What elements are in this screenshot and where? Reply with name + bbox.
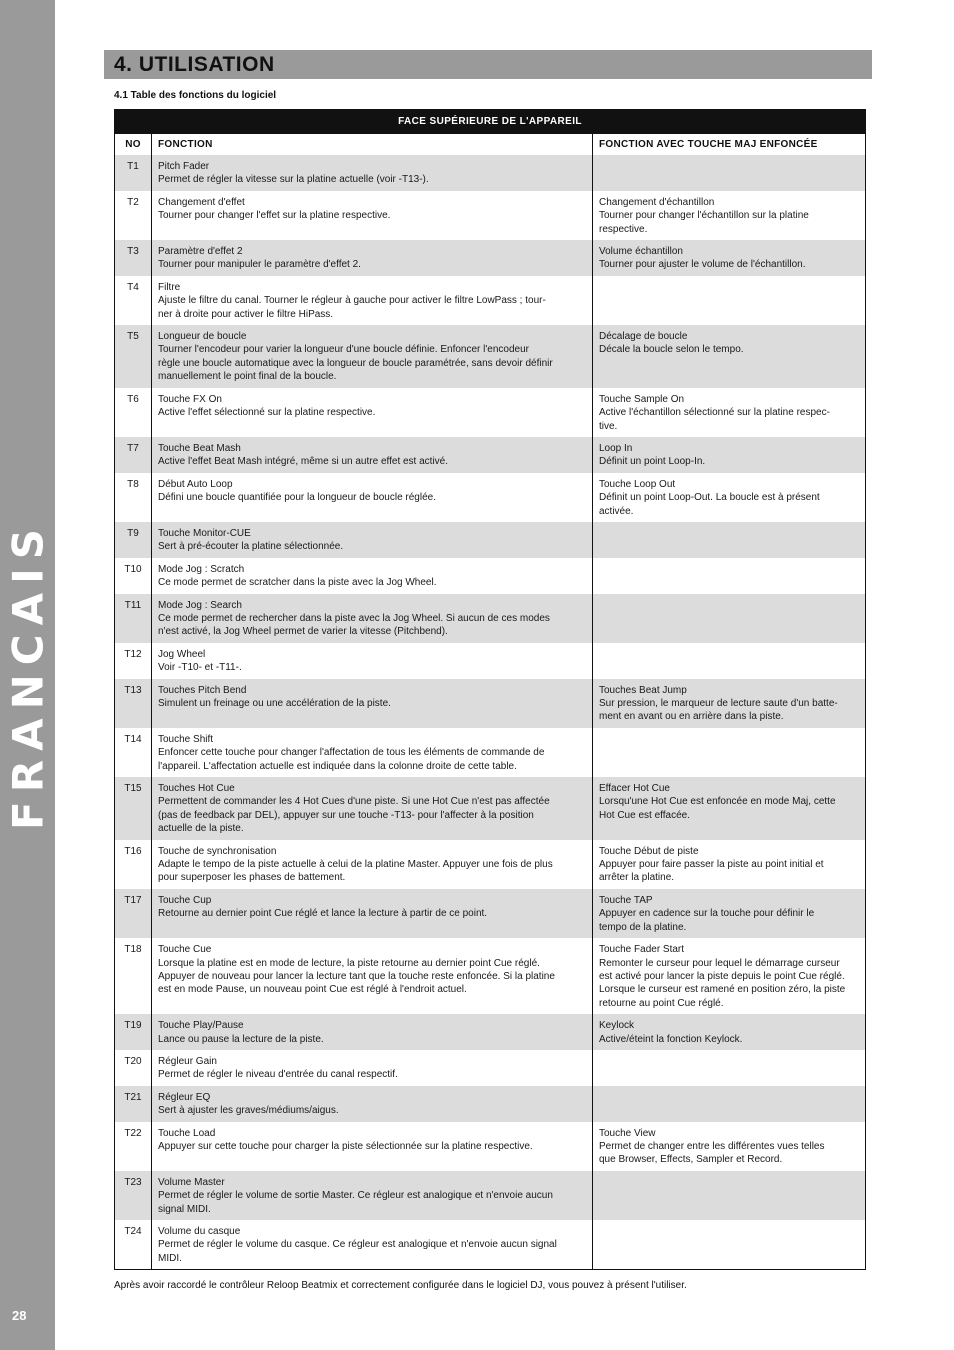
- shift-function-cell: [593, 594, 866, 643]
- table-row: [115, 594, 866, 643]
- table-row: [115, 1220, 866, 1270]
- shift-function-cell: [593, 1122, 866, 1171]
- control-description: actuelle de la piste.: [158, 823, 244, 835]
- row-number: T17: [115, 889, 152, 938]
- function-cell: [152, 728, 593, 777]
- row-number: T1: [115, 155, 152, 191]
- control-description: Permet de changer entre les différentes vues telles: [599, 1140, 825, 1152]
- control-description: que Browser, Effects, Sampler et Record.: [599, 1154, 783, 1166]
- control-description: tive.: [599, 420, 618, 432]
- control-description: Tourner pour manipuler le paramètre d'effet 2.: [158, 259, 361, 271]
- table-title-row: [115, 110, 866, 135]
- control-description: Enfoncer cette touche pour changer l'affectation de tous les éléments de commande de: [158, 747, 545, 759]
- row-number: T13: [115, 679, 152, 728]
- row-number: T8: [115, 473, 152, 522]
- control-description: manuellement le point final de la boucle.: [158, 371, 337, 383]
- control-name: Touche Fader Start: [599, 944, 685, 956]
- control-name: Touche Load: [158, 1127, 216, 1139]
- shift-function-cell: [593, 643, 866, 679]
- control-description: Sert à ajuster les graves/médiums/aigus.: [158, 1105, 339, 1117]
- function-cell: [152, 840, 593, 889]
- control-name: Début Auto Loop: [158, 478, 233, 490]
- control-description: Active l'effet sélectionné sur la platine respective.: [158, 407, 376, 419]
- row-number: T7: [115, 437, 152, 473]
- shift-function-cell: [593, 191, 866, 240]
- control-name: Touches Beat Jump: [599, 684, 687, 696]
- function-cell: [152, 938, 593, 1014]
- language-sidebar: [0, 0, 55, 1350]
- column-header-shift-function: FONCTION AVEC TOUCHE MAJ ENFONCÉE: [593, 134, 866, 155]
- control-description: Tourner pour changer l'échantillon sur la platine: [599, 210, 809, 222]
- shift-function-cell: [593, 777, 866, 840]
- control-description: Lance ou pause la lecture de la piste.: [158, 1033, 324, 1045]
- function-cell: [152, 777, 593, 840]
- control-name: Touches Hot Cue: [158, 783, 235, 795]
- control-description: Voir -T10- et -T11-.: [158, 662, 242, 674]
- control-description: Permet de régler le volume du casque. Ce régleur est analogique et n'envoie aucun signal: [158, 1239, 557, 1251]
- control-description: Permettent de commander les 4 Hot Cues d'une piste. Si une Hot Cue n'est pas affectée: [158, 796, 550, 808]
- function-cell: [152, 325, 593, 388]
- control-description: Retourne au dernier point Cue réglé et lance la lecture à partir de ce point.: [158, 908, 488, 920]
- section-title: 4. UTILISATION: [114, 53, 275, 76]
- row-number: T16: [115, 840, 152, 889]
- control-description: Définit un point Loop-In.: [599, 456, 706, 468]
- table-row: [115, 679, 866, 728]
- control-description: retourne au point Cue réglé.: [599, 997, 724, 1009]
- shift-function-cell: [593, 522, 866, 558]
- control-name: Touche Cup: [158, 894, 212, 906]
- control-description: arrêter la platine.: [599, 872, 675, 884]
- control-name: Loop In: [599, 442, 633, 454]
- table-row: [115, 155, 866, 191]
- shift-function-cell: [593, 1014, 866, 1050]
- row-number: T22: [115, 1122, 152, 1171]
- table-row: [115, 522, 866, 558]
- control-name: Filtre: [158, 281, 181, 293]
- control-name: Touche View: [599, 1127, 656, 1139]
- shift-function-cell: [593, 388, 866, 437]
- language-label: FRANCAIS: [3, 520, 53, 830]
- table-row: [115, 1122, 866, 1171]
- control-description: Appuyer sur cette touche pour charger la piste sélectionnée sur la platine respective.: [158, 1140, 533, 1152]
- control-description: Lorsque la platine est en mode de lecture, la piste retourne au dernier point Cue réglé.: [158, 957, 540, 969]
- control-description: (pas de feedback par DEL), appuyer sur une touche -T13- pour l'affecter à la position: [158, 809, 534, 821]
- table-row: [115, 1014, 866, 1050]
- row-number: T9: [115, 522, 152, 558]
- control-description: Permet de régler le niveau d'entrée du canal respectif.: [158, 1069, 398, 1081]
- shift-function-cell: [593, 276, 866, 325]
- function-cell: [152, 276, 593, 325]
- shift-function-cell: [593, 938, 866, 1014]
- shift-function-cell: [593, 558, 866, 594]
- shift-function-cell: [593, 1171, 866, 1220]
- control-name: Touche Monitor-CUE: [158, 527, 251, 539]
- page-number: 28: [12, 1308, 27, 1323]
- usage-note: Après avoir raccordé le contrôleur Reloop Beatmix et correctement configurée dans le logiciel DJ, vous pouvez à présent l'utiliser.: [114, 1280, 687, 1291]
- control-description: Appuyer de nouveau pour lancer la lecture tant que la touche reste enfoncée. Si la platine: [158, 970, 555, 982]
- function-cell: [152, 522, 593, 558]
- function-cell: [152, 1171, 593, 1220]
- table-row: [115, 558, 866, 594]
- shift-function-cell: [593, 473, 866, 522]
- row-number: T5: [115, 325, 152, 388]
- control-name: Effacer Hot Cue: [599, 783, 670, 795]
- row-number: T11: [115, 594, 152, 643]
- row-number: T12: [115, 643, 152, 679]
- column-header-no: NO: [115, 134, 152, 155]
- shift-function-cell: [593, 325, 866, 388]
- table-row: [115, 388, 866, 437]
- control-description: Active l'effet Beat Mash intégré, même si un autre effet est activé.: [158, 456, 449, 468]
- control-description: Défini une boucle quantifiée pour la longueur de boucle réglée.: [158, 492, 436, 504]
- control-name: Changement d'effet: [158, 196, 245, 208]
- control-description: règle une boucle automatique avec la longueur de boucle paramétrée, sans devoir définir: [158, 357, 553, 369]
- row-number: T18: [115, 938, 152, 1014]
- row-number: T21: [115, 1086, 152, 1122]
- control-description: Sur pression, le marqueur de lecture saute d'un batte-: [599, 698, 838, 709]
- table-row: [115, 437, 866, 473]
- table-row: [115, 840, 866, 889]
- function-cell: [152, 889, 593, 938]
- control-name: Changement d'échantillon: [599, 196, 715, 208]
- control-name: Touche Shift: [158, 733, 214, 745]
- table-row: [115, 276, 866, 325]
- function-cell: [152, 155, 593, 191]
- control-description: Adapte le tempo de la piste actuelle à celui de la platine Master. Appuyer une fois de plus: [158, 859, 553, 871]
- control-description: Tourner pour changer l'effet sur la platine respective.: [158, 210, 391, 222]
- control-description: Ce mode permet de scratcher dans la piste avec la Jog Wheel.: [158, 577, 437, 589]
- control-description: est en mode Pause, un nouveau point Cue est réglé à l'endroit actuel.: [158, 984, 467, 996]
- control-description: respective.: [599, 223, 648, 235]
- function-cell: [152, 558, 593, 594]
- control-name: Longueur de boucle: [158, 331, 247, 343]
- row-number: T20: [115, 1050, 152, 1086]
- function-cell: [152, 240, 593, 276]
- function-cell: [152, 388, 593, 437]
- shift-function-cell: [593, 437, 866, 473]
- control-description: Simulent un freinage ou une accélération de la piste.: [158, 698, 391, 709]
- functions-table: [114, 109, 866, 1270]
- shift-function-cell: [593, 1050, 866, 1086]
- control-description: Lorsque le curseur est ramené en position zéro, la piste: [599, 984, 846, 996]
- table-row: [115, 1171, 866, 1220]
- control-description: Remonter le curseur pour lequel le démarrage curseur: [599, 957, 840, 969]
- control-name: Keylock: [599, 1020, 635, 1032]
- row-number: T24: [115, 1220, 152, 1270]
- shift-function-cell: [593, 889, 866, 938]
- table-row: [115, 191, 866, 240]
- control-description: Lorsqu'une Hot Cue est enfoncée en mode Maj, cette: [599, 796, 836, 808]
- function-cell: [152, 1086, 593, 1122]
- function-cell: [152, 1122, 593, 1171]
- shift-function-cell: [593, 840, 866, 889]
- control-name: Touche Cue: [158, 944, 212, 956]
- table-row: [115, 643, 866, 679]
- control-name: Paramètre d'effet 2: [158, 246, 243, 258]
- control-name: Régleur Gain: [158, 1055, 217, 1067]
- row-number: T10: [115, 558, 152, 594]
- function-cell: [152, 1014, 593, 1050]
- row-number: T6: [115, 388, 152, 437]
- control-name: Volume du casque: [158, 1226, 241, 1237]
- control-name: Mode Jog : Search: [158, 599, 242, 611]
- table-row: [115, 473, 866, 522]
- control-name: Volume Master: [158, 1176, 225, 1188]
- control-description: tempo de la platine.: [599, 921, 687, 933]
- function-cell: [152, 643, 593, 679]
- control-description: Définit un point Loop-Out. La boucle est à présent: [599, 492, 820, 504]
- control-description: Hot Cue est effacée.: [599, 809, 690, 821]
- table-row: [115, 1050, 866, 1086]
- control-name: Touches Pitch Bend: [158, 684, 247, 696]
- control-name: Touche Loop Out: [599, 478, 676, 490]
- control-name: Jog Wheel: [158, 648, 206, 660]
- shift-function-cell: [593, 728, 866, 777]
- control-description: Ajuste le filtre du canal. Tourner le régleur à gauche pour activer le filtre LowPass ; tour-: [158, 295, 546, 307]
- control-description: MIDI.: [158, 1252, 182, 1264]
- control-description: activée.: [599, 505, 634, 517]
- table-row: [115, 1086, 866, 1122]
- control-description: Appuyer en cadence sur la touche pour définir le: [599, 908, 815, 920]
- control-name: Touche Play/Pause: [158, 1020, 244, 1032]
- control-description: est activé pour lancer la piste depuis le point Cue réglé.: [599, 970, 845, 982]
- table-header-row: [115, 134, 866, 155]
- control-name: Touche Début de piste: [599, 845, 699, 857]
- control-name: Décalage de boucle: [599, 331, 688, 343]
- row-number: T4: [115, 276, 152, 325]
- row-number: T19: [115, 1014, 152, 1050]
- shift-function-cell: [593, 1086, 866, 1122]
- function-cell: [152, 473, 593, 522]
- control-description: n'est activé, la Jog Wheel permet de varier la vitesse (Pitchbend).: [158, 626, 448, 638]
- control-description: Permet de régler le volume de sortie Master. Ce régleur est analogique et n'envoie aucun: [158, 1190, 553, 1202]
- table-row: [115, 889, 866, 938]
- control-description: signal MIDI.: [158, 1203, 211, 1215]
- row-number: T15: [115, 777, 152, 840]
- table-row: [115, 240, 866, 276]
- row-number: T3: [115, 240, 152, 276]
- function-cell: [152, 594, 593, 643]
- control-description: Appuyer pour faire passer la piste au point initial et: [599, 859, 824, 871]
- table-row: [115, 728, 866, 777]
- table-row: [115, 325, 866, 388]
- control-description: Tourner l'encodeur pour varier la longueur d'une boucle définie. Enfoncer l'encodeur: [158, 344, 529, 356]
- control-description: Active/éteint la fonction Keylock.: [599, 1033, 743, 1045]
- control-name: Régleur EQ: [158, 1091, 211, 1103]
- control-description: Tourner pour ajuster le volume de l'échantillon.: [599, 259, 806, 271]
- subsection-title: 4.1 Table des fonctions du logiciel: [114, 90, 277, 101]
- control-description: Décale la boucle selon le tempo.: [599, 344, 744, 356]
- section-header-bar: [104, 50, 872, 79]
- function-cell: [152, 191, 593, 240]
- shift-function-cell: [593, 240, 866, 276]
- function-cell: [152, 437, 593, 473]
- control-name: Touche FX On: [158, 393, 222, 405]
- control-description: ner à droite pour activer le filtre HiPass.: [158, 308, 334, 320]
- control-name: Touche de synchronisation: [158, 845, 277, 857]
- control-name: Pitch Fader: [158, 161, 210, 172]
- shift-function-cell: [593, 679, 866, 728]
- control-name: Volume échantillon: [599, 246, 683, 258]
- table-row: [115, 938, 866, 1014]
- control-description: Active l'échantillon sélectionné sur la platine respec-: [599, 407, 830, 419]
- shift-function-cell: [593, 155, 866, 191]
- shift-function-cell: [593, 1220, 866, 1270]
- control-description: ment en avant ou en arrière dans la piste.: [599, 711, 784, 723]
- function-cell: [152, 1050, 593, 1086]
- table-row: [115, 777, 866, 840]
- function-cell: [152, 679, 593, 728]
- control-description: l'appareil. L'affectation actuelle est indiquée dans la colonne droite de cette table.: [158, 760, 517, 772]
- control-description: Permet de régler la vitesse sur la platine actuelle (voir -T13-).: [158, 174, 429, 186]
- control-name: Touche Beat Mash: [158, 442, 241, 454]
- table-title: FACE SUPÉRIEURE DE L'APPAREIL: [115, 110, 866, 135]
- control-name: Mode Jog : Scratch: [158, 563, 245, 575]
- column-header-function: FONCTION: [152, 134, 593, 155]
- control-description: Sert à pré-écouter la platine sélectionnée.: [158, 541, 344, 553]
- function-cell: [152, 1220, 593, 1270]
- row-number: T14: [115, 728, 152, 777]
- row-number: T2: [115, 191, 152, 240]
- control-description: pour superposer les phases de battement.: [158, 872, 346, 884]
- control-description: Ce mode permet de rechercher dans la piste avec la Jog Wheel. Si aucun de ces modes: [158, 612, 550, 624]
- row-number: T23: [115, 1171, 152, 1220]
- control-name: Touche TAP: [599, 894, 653, 906]
- control-name: Touche Sample On: [599, 393, 685, 405]
